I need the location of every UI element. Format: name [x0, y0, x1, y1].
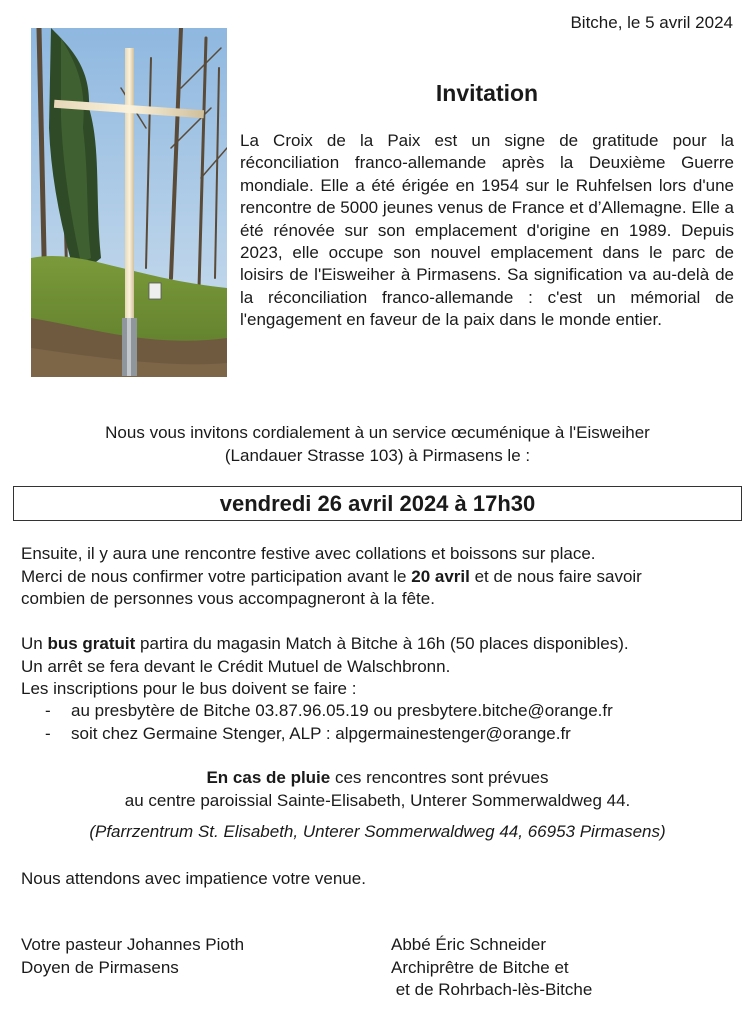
bus-line-3: Les inscriptions pour le bus doivent se faire :: [21, 679, 357, 698]
signature-right-name: Abbé Éric Schneider: [391, 935, 546, 954]
rain-line-1: [20, 767, 735, 790]
invitation-text: [20, 422, 735, 467]
rain-text: ces rencontres sont prévues: [330, 768, 549, 787]
german-address: (Pfarrzentrum St. Elisabeth, Unterer Sommerwaldweg 44, 66953 Pirmasens): [89, 822, 666, 841]
rsvp-deadline: 20 avril: [411, 566, 470, 586]
closing-line: Nous attendons avec impatience votre venue.: [21, 869, 366, 888]
signature-left-name: Votre pasteur Johannes Pioth: [21, 935, 245, 954]
registration-presbytery: au presbytère de Bitche 03.87.96.05.19 ou presbytere.bitche@orange.fr: [71, 701, 613, 720]
cross-photo: [31, 28, 227, 377]
free-bus-label: bus gratuit: [47, 634, 136, 653]
followup-text: Merci de nous confirmer votre participation avant le: [21, 566, 412, 586]
signature-right-title: Archiprêtre de Bitche et: [391, 957, 569, 977]
intro-paragraph: La Croix de la Paix est un signe de gratitude pour la réconciliation franco-allemande après la Deuxième Guerre mondiale. Elle a été érigée en 1954 sur le Ruhfelsen lors d'une rencontre de 5000 jeunes venus de France et d’Allemagne. Elle a été rénovée sur son emplacement d'origine en 1989. Depuis 2023, elle occupe son nouvel emplacement dans le parc de loisirs de l'Eisweiher à Pirmasens. Sa signification va au-delà de la réconciliation franco-allemande : c'est un mémorial de l'engagement en faveur de la paix dans le monde entier.: [240, 131, 734, 330]
invitation-line-2: (Landauer Strasse 103) à Pirmasens le :: [224, 445, 531, 465]
list-item: [21, 700, 741, 723]
event-date: vendredi 26 avril 2024 à 17h30: [219, 490, 536, 516]
cross-of-peace-image: [31, 28, 227, 377]
bus-line-2: Un arrêt se fera devant le Crédit Mutuel de Walschbronn.: [21, 656, 451, 676]
list-item: [21, 723, 741, 746]
signature-right-title-2: et de Rohrbach-lès-Bitche: [391, 980, 593, 999]
bus-text: Un: [21, 634, 48, 653]
followup-line-2: [21, 566, 741, 589]
followup-text: et de nous faire savoir: [469, 566, 642, 586]
bullet-dash: -: [45, 701, 51, 720]
bus-line-1: [21, 633, 741, 656]
registration-stenger: soit chez Germaine Stenger, ALP : alpgermainestenger@orange.fr: [71, 723, 571, 743]
signature-left: [21, 934, 244, 979]
event-date-box: [13, 486, 742, 521]
page-title: Invitation: [435, 80, 539, 106]
followup-paragraph: [21, 543, 741, 611]
rain-notice: [20, 767, 735, 812]
signature-right: [391, 934, 592, 1002]
followup-line-1: Ensuite, il y aura une rencontre festive avec collations et boissons sur place.: [21, 544, 596, 563]
rain-line-2: au centre paroissial Sainte-Elisabeth, Unterer Sommerwaldweg 44.: [124, 790, 631, 810]
bus-paragraph: [21, 633, 741, 701]
signature-left-title: Doyen de Pirmasens: [21, 957, 179, 977]
letter-date: Bitche, le 5 avril 2024: [570, 13, 733, 32]
followup-line-3: combien de personnes vous accompagneront à la fête.: [21, 589, 435, 608]
registration-list: [21, 700, 741, 745]
rain-label: En cas de pluie: [206, 768, 331, 787]
invitation-line-1: Nous vous invitons cordialement à un service œcuménique à l'Eisweiher: [105, 423, 650, 442]
bus-text: partira du magasin Match à Bitche à 16h (50 places disponibles).: [135, 634, 629, 653]
bullet-dash: -: [45, 723, 51, 743]
